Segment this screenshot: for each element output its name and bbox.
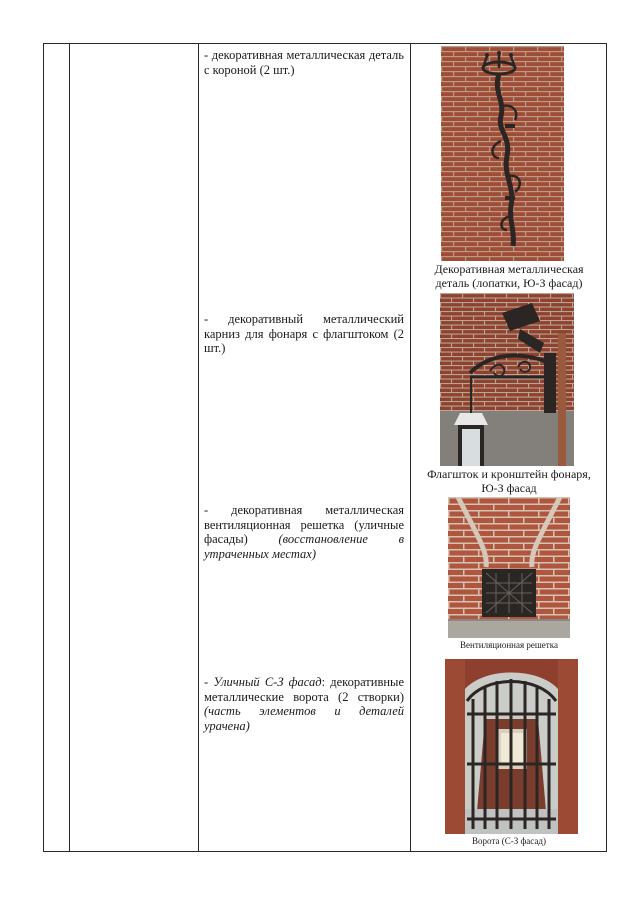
row-3-description	[204, 503, 404, 561]
row-3-description-italic: (восстановление в утраченных местах)	[204, 532, 404, 561]
table-top-border	[43, 43, 607, 44]
photo-ventilation-grille	[448, 497, 570, 638]
table-col-line-1	[43, 43, 44, 852]
photo-iron-gate	[445, 659, 578, 834]
table-bottom-border	[43, 851, 607, 852]
caption-crown-detail: Декоративная металлическая деталь (лопатки, Ю-З фасад)	[434, 262, 584, 290]
row-4-description-italic: (часть элементов и деталей урачена)	[204, 704, 404, 733]
caption-iron-gate: Ворота (С-З фасад)	[472, 836, 546, 846]
row-4-description	[204, 675, 404, 733]
table-col-line-2	[69, 43, 70, 852]
photo-crown-detail	[441, 46, 564, 261]
table-col-line-4	[410, 43, 411, 852]
table-col-line-3	[198, 43, 199, 852]
row-4-description-lead: - Уличный С-З фасад	[204, 675, 322, 689]
table-col-line-5	[606, 43, 607, 852]
caption-lamp-bracket: Флагшток и кронштейн фонаря, Ю-З фасад	[427, 467, 591, 495]
caption-ventilation-grille: Вентиляционная решетка	[460, 640, 558, 650]
photo-lamp-bracket	[440, 293, 574, 466]
row-3-description-plain: - декоративная металлическая вентиляционная решетка (уличные фасады)	[204, 503, 404, 546]
row-2-description: - декоративный металлический карниз для фонаря с флагштоком (2 шт.)	[204, 312, 404, 355]
row-1-description: - декоративная металлическая деталь с короной (2 шт.)	[204, 48, 404, 77]
row-4-description-plain: : декоративные металлические ворота (2 створки)	[204, 675, 404, 704]
